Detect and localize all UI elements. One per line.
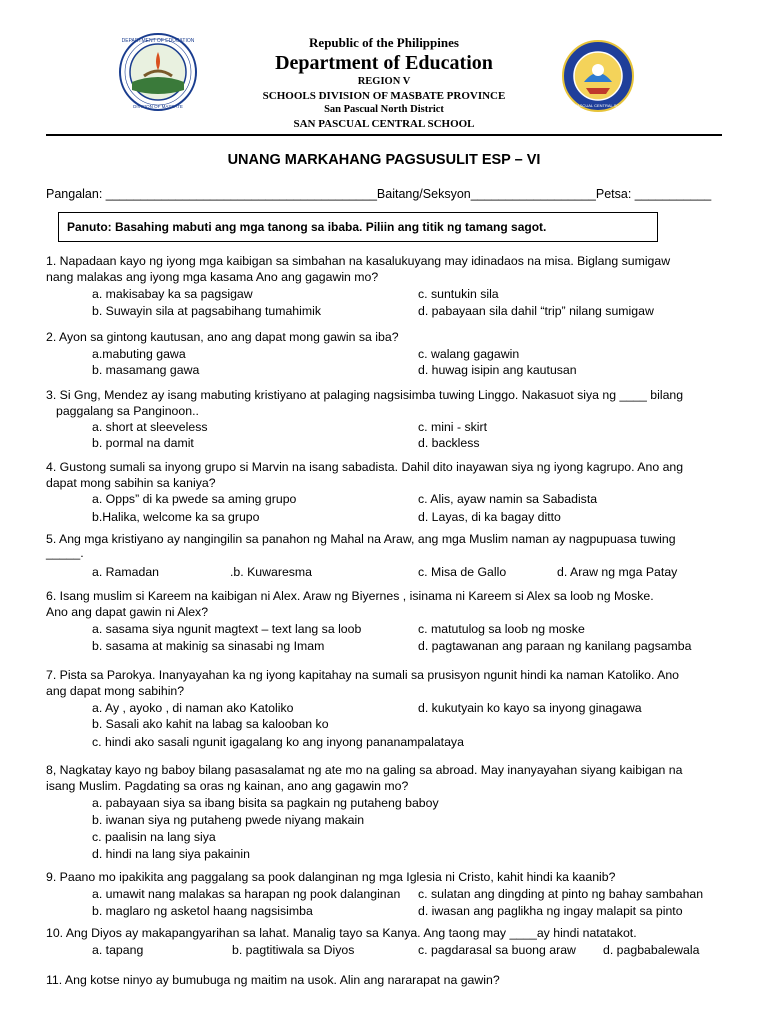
q3-choice-c[interactable]: c. mini - skirt (418, 420, 487, 434)
q5-choice-b[interactable]: .b. Kuwaresma (230, 565, 313, 579)
question-4-line-2: dapat mong sabihin sa kaniya? (46, 476, 216, 490)
question-8-line-1: 8, Nagkatay kayo ng baboy bilang pasasalamat ng ate mo na galing sa abroad. May inanyayahan siyang kaibigan na (46, 763, 683, 777)
q10-choice-d[interactable]: d. pagbabalewala (603, 943, 700, 957)
q2-choice-d[interactable]: d. huwag isipin ang kautusan (418, 363, 577, 377)
question-6-line-1: 6. Isang muslim si Kareem na kaibigan ni Alex. Araw ng Biyernes , isinama ni Kareem si Alex sa loob ng Moske. (46, 589, 654, 603)
question-9-line-1: 9. Paano mo ipakikita ang paggalang sa pook dalanginan ng mga Iglesia ni Cristo, kahit hindi ka kaanib? (46, 870, 616, 884)
question-2-line-1: 2. Ayon sa gintong kautusan, ano ang dapat mong gawin sa iba? (46, 330, 399, 344)
question-10-line-1: 10. Ang Diyos ay makapangyarihan sa lahat. Manalig tayo sa Kanya. Ang taong may ____ay hindi natatakot. (46, 926, 637, 940)
name-blank[interactable]: _______________________________________ (105, 187, 377, 201)
q6-choice-d[interactable]: d. pagtawanan ang paraan ng kanilang pagsamba (418, 639, 692, 653)
q5-choice-a[interactable]: a. Ramadan (92, 565, 159, 579)
q10-choice-c[interactable]: c. pagdarasal sa buong araw (418, 943, 576, 957)
question-4-line-1: 4. Gustong sumali sa inyong grupo si Marvin na isang sabadista. Dahil dito inayawan siya ng iyong kagrupo. Ano ang (46, 460, 684, 474)
question-8-line-2: isang Muslim. Pagdating sa oras ng kainan, ano ang gagawin mo? (46, 779, 409, 793)
q5-choice-d[interactable]: d. Araw ng mga Patay (557, 565, 678, 579)
question-1-line-2: nang malakas ang iyong mga kasama Ano ang gagawin mo? (46, 270, 379, 284)
grade-section-blank[interactable]: __________________ (470, 187, 596, 201)
q9-choice-c[interactable]: c. sulatan ang dingding at pinto ng bahay sambahan (418, 887, 704, 901)
q9-choice-b[interactable]: b. maglaro ng asketol haang nagsisimba (92, 904, 313, 918)
left-seal-bottom-text: DIVISION OF MASBATE (133, 104, 183, 109)
question-3-line-1: 3. Si Gng, Mendez ay isang mabuting kristiyano at palaging nagsisimba tuwing Linggo. Nakasuot siya ng ____ bilang (46, 388, 684, 402)
question-5-line-2: _____. (46, 546, 84, 560)
header-district: San Pascual North District (324, 104, 444, 115)
question-7-line-1: 7. Pista sa Parokya. Inanyayahan ka ng iyong kapitahay na sumali sa prusisyon ngunit hindi ka naman Katoliko. Ano (46, 668, 679, 682)
q1-choice-c[interactable]: c. suntukin sila (418, 287, 499, 301)
question-1-line-1: 1. Napadaan kayo ng iyong mga kaibigan sa simbahan na kasalukuyang may idinadaos na misa. Biglang sumigaw (46, 254, 671, 268)
q7-choice-a[interactable]: a. Ay , ayoko , di naman ako Katoliko (92, 701, 294, 715)
instruction-text: Panuto: Basahing mabuti ang mga tanong sa ibaba. Piliin ang titik ng tamang sagot. (67, 220, 547, 234)
q8-choice-a[interactable]: a. pabayaan siya sa ibang bisita sa pagkain ng putaheng baboy (92, 796, 439, 810)
header-department: Department of Education (275, 52, 493, 74)
grade-section-label: Baitang/Seksyon (376, 187, 471, 201)
instruction-box (58, 212, 658, 242)
q9-choice-d[interactable]: d. iwasan ang paglikha ng ingay malapit sa pinto (418, 904, 683, 918)
q5-choice-c[interactable]: c. Misa de Gallo (418, 565, 507, 579)
question-3-line-2: paggalang sa Panginoon.. (56, 404, 199, 418)
question-11-line-1: 11. Ang kotse ninyo ay bumubuga ng maitim na usok. Alin ang nararapat na gawin? (46, 973, 500, 987)
q6-choice-b[interactable]: b. sasama at makinig sa sinasabi ng Imam (92, 639, 325, 653)
q10-choice-a[interactable]: a. tapang (92, 943, 144, 957)
q7-choice-c[interactable]: c. hindi ako sasali ngunit igagalang ko ang inyong pananampalataya (92, 735, 464, 749)
q4-choice-d[interactable]: d. Layas, di ka bagay ditto (418, 510, 561, 524)
q8-choice-c[interactable]: c. paalisin na lang siya (92, 830, 216, 844)
question-5-line-1: 5. Ang mga kristiyano ay nangingilin sa panahon ng Mahal na Araw, ang mga Muslim naman ay nagpupuasa tuwing (46, 532, 676, 546)
q1-choice-a[interactable]: a. makisabay ka sa pagsigaw (92, 287, 253, 301)
q1-choice-b[interactable]: b. Suwayin sila at pagsabihang tumahimik (92, 304, 321, 318)
q2-choice-a[interactable]: a.mabuting gawa (92, 347, 186, 361)
q9-choice-a[interactable]: a. umawit nang malakas sa harapan ng pook dalanginan (92, 887, 401, 901)
q4-choice-a[interactable]: a. Opps” di ka pwede sa aming grupo (92, 492, 297, 506)
header-region: REGION V (357, 76, 411, 87)
q7-choice-b[interactable]: b. Sasali ako kahit na labag sa kalooban ko (92, 717, 329, 731)
q2-choice-c[interactable]: c. walang gagawin (418, 347, 520, 361)
q7-choice-d[interactable]: d. kukutyain ko kayo sa inyong ginagawa (418, 701, 642, 715)
q4-choice-c[interactable]: c. Alis, ayaw namin sa Sabadista (418, 492, 598, 506)
q6-choice-a[interactable]: a. sasama siya ngunit magtext – text lang sa loob (92, 622, 362, 636)
q3-choice-b[interactable]: b. pormal na damit (92, 436, 194, 450)
header-school: SAN PASCUAL CENTRAL SCHOOL (293, 118, 475, 130)
q1-choice-d[interactable]: d. pabayaan sila dahil “trip” nilang sumigaw (418, 304, 654, 318)
right-seal-text: SAN PASCUAL CENTRAL SCHOOL (565, 103, 631, 108)
question-6-line-2: Ano ang dapat gawin ni Alex? (46, 605, 209, 619)
exam-title: UNANG MARKAHANG PAGSUSULIT ESP – VI (227, 152, 541, 168)
header-division: SCHOOLS DIVISION OF MASBATE PROVINCE (262, 90, 506, 102)
name-label: Pangalan: (46, 187, 106, 201)
q10-choice-b[interactable]: b. pagtitiwala sa Diyos (232, 943, 355, 957)
date-label: Petsa: (595, 187, 635, 201)
left-seal-text: DEPARTMENT OF EDUCATION (121, 38, 195, 44)
student-info-line (46, 187, 726, 201)
q3-choice-d[interactable]: d. backless (418, 436, 480, 450)
q6-choice-c[interactable]: c. matutulog sa loob ng moske (418, 622, 585, 636)
header-divider (46, 134, 722, 136)
q2-choice-b[interactable]: b. masamang gawa (92, 363, 200, 377)
q4-choice-b[interactable]: b.Halika, welcome ka sa grupo (92, 510, 260, 524)
date-blank[interactable]: ___________ (634, 187, 712, 201)
q8-choice-b[interactable]: b. iwanan siya ng putaheng pwede niyang makain (92, 813, 365, 827)
q8-choice-d[interactable]: d. hindi na lang siya pakainin (92, 847, 250, 861)
question-7-line-2: ang dapat mong sabihin? (46, 684, 185, 698)
header-republic: Republic of the Philippines (309, 35, 459, 50)
q3-choice-a[interactable]: a. short at sleeveless (92, 420, 208, 434)
